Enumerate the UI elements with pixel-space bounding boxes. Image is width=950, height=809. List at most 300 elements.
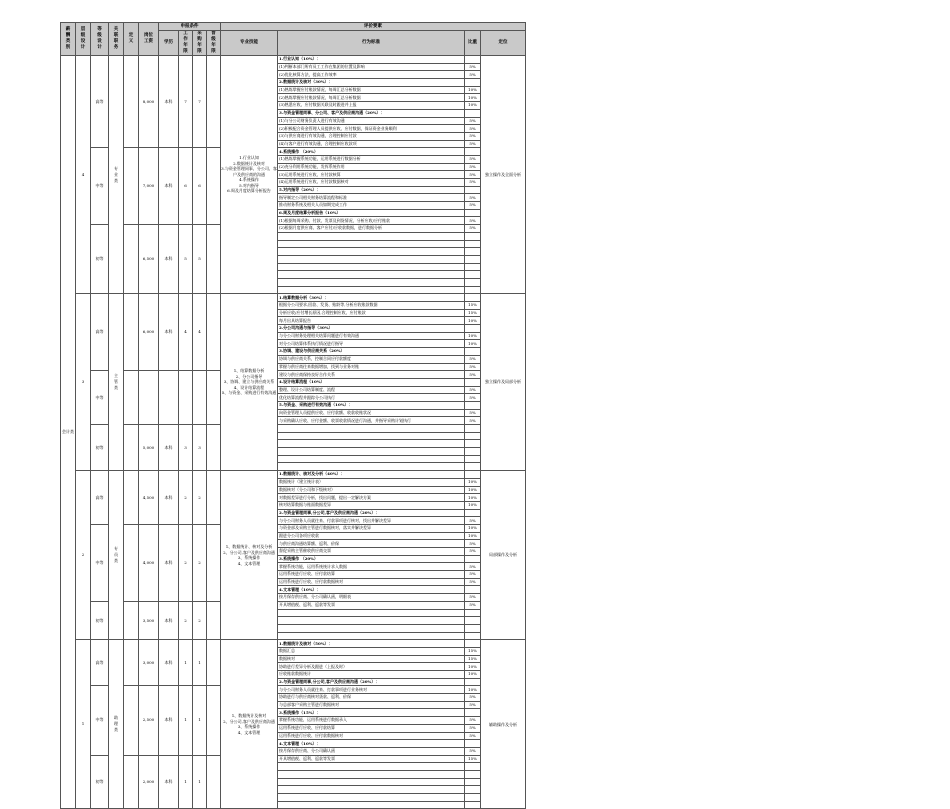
work-years-cell: 6 xyxy=(179,148,193,225)
behavior-cell xyxy=(278,624,465,632)
behavior-cell xyxy=(278,770,465,778)
grade-cell: 高等 xyxy=(91,640,109,686)
ratio-cell xyxy=(465,248,481,256)
job-cell xyxy=(109,471,124,640)
behavior-cell: 掌握系统功能，运用系统统计求入数据 xyxy=(278,563,465,571)
join-years-cell: 1 xyxy=(193,686,207,755)
ratio-cell xyxy=(465,617,481,625)
work-years-cell: 2 xyxy=(179,471,193,525)
education-cell: 本科 xyxy=(159,56,179,148)
work-years-cell: 1 xyxy=(179,640,193,686)
promote-years-cell xyxy=(207,601,221,639)
promote-years-cell xyxy=(207,148,221,225)
behavior-cell: (2)积极配合资金管理人员提供应收、应付数据，保证资金业务顺利 xyxy=(278,125,465,133)
ratio-cell xyxy=(465,555,481,563)
ratio-cell xyxy=(465,348,481,356)
behavior-cell: 3.系统操作（15%）： xyxy=(278,709,465,717)
ratio-cell xyxy=(465,448,481,456)
skills-cell: 1、结算数据分析 2、分公司指导 3、协调、建立与供应商关系 4、设计结算流程 5、与资金、采购进行有效沟通 xyxy=(221,294,278,471)
ratio-cell: 5% xyxy=(465,563,481,571)
behavior-cell: 跟进分公司各项应收款 xyxy=(278,532,465,540)
header-behavior: 行为标准 xyxy=(278,31,465,56)
table-row xyxy=(61,686,526,694)
behavior-cell: 与分公司财务处理相关结算问题进行有效沟通 xyxy=(278,332,465,340)
salary-cell xyxy=(139,371,159,425)
skills-cell: 1.行业认知 2.数据统计及核对 3.与资金管理同事、分公司、客户及供应商的沟通 4.系统操作 5.对内指导 6.周及月度结算分析报告 xyxy=(221,56,278,294)
education-cell: 本科 xyxy=(159,755,179,809)
promote-years-cell xyxy=(207,524,221,601)
behavior-cell: 运用系统进行应收、应付款结算 xyxy=(278,724,465,732)
definition-cell xyxy=(124,148,139,225)
ratio-cell: 5% xyxy=(465,517,481,525)
ratio-cell xyxy=(465,632,481,640)
ratio-cell xyxy=(465,401,481,409)
definition-cell xyxy=(124,524,139,601)
ratio-cell: 5% xyxy=(465,594,481,602)
behavior-cell: 5.与资金、采购进行有效沟通（10%）： xyxy=(278,401,465,409)
grade-cell: 初等 xyxy=(91,225,109,294)
education-cell: 本科 xyxy=(159,294,179,371)
work-years-cell: 1 xyxy=(179,686,193,755)
behavior-cell: (2)优化核算方法，提高工作效率 xyxy=(278,71,465,79)
definition-cell xyxy=(124,601,139,639)
definition-cell xyxy=(124,56,139,148)
header-ratio: 比重 xyxy=(465,31,481,56)
grade-cell: 初等 xyxy=(91,755,109,809)
ratio-cell: 5% xyxy=(465,117,481,125)
promote-years-cell xyxy=(207,425,221,471)
ratio-cell xyxy=(465,509,481,517)
behavior-cell: 建设与供应商保持良好合作关系 xyxy=(278,371,465,379)
join-years-cell: 4 xyxy=(193,294,207,371)
behavior-cell: 推动财务系统及相关人员如期完成工作 xyxy=(278,202,465,210)
behavior-cell: 与总部客户采购主管进行数据核对 xyxy=(278,701,465,709)
behavior-cell: 与供应商沟通结算额、返利、价保 xyxy=(278,540,465,548)
behavior-cell xyxy=(278,263,465,271)
table-row xyxy=(61,425,526,433)
ratio-cell: 5% xyxy=(465,171,481,179)
ratio-cell: 5% xyxy=(465,63,481,71)
behavior-cell: 1.行业认知（10%）： xyxy=(278,56,465,64)
behavior-cell: 5.对内指导（20%）： xyxy=(278,186,465,194)
behavior-cell: 整理、设计公司结算制度、流程 xyxy=(278,386,465,394)
behavior-cell: 2.分公司沟通与指导（30%） xyxy=(278,325,465,333)
grade-cell: 高等 xyxy=(91,471,109,525)
work-years-cell: 4 xyxy=(179,294,193,371)
behavior-cell: 3.系统操作 （20%） xyxy=(278,555,465,563)
job-label: 专员类 xyxy=(114,546,118,564)
ratio-cell: 10% xyxy=(465,532,481,540)
behavior-cell: 4.设计结算流程（10%） xyxy=(278,378,465,386)
positioning-cell: 辅助操作及分析 xyxy=(481,640,526,809)
join-years-cell: 3 xyxy=(193,425,207,471)
ratio-cell xyxy=(465,709,481,717)
ratio-cell xyxy=(465,294,481,302)
header-definition: 定义 xyxy=(124,23,139,56)
behavior-cell: 核对结算数据与账面数据差异 xyxy=(278,501,465,509)
join-years-cell: 5 xyxy=(193,225,207,294)
ratio-cell: 5% xyxy=(465,394,481,402)
behavior-cell: (3)熟悉应收、应付数据关联及时跟进并上报 xyxy=(278,102,465,110)
behavior-cell: (1)熟练掌握系统功能，运用系统进行数据分析 xyxy=(278,155,465,163)
ratio-cell xyxy=(465,186,481,194)
ratio-cell xyxy=(465,778,481,786)
ratio-cell xyxy=(465,455,481,463)
behavior-cell: 4.系统操作 （20%） xyxy=(278,148,465,156)
education-cell: 本科 xyxy=(159,471,179,525)
behavior-cell: 开具增值税、返利、返款等发票 xyxy=(278,755,465,763)
promote-years-cell xyxy=(207,471,221,525)
ratio-cell: 5% xyxy=(465,363,481,371)
ratio-cell xyxy=(465,148,481,156)
behavior-cell xyxy=(278,248,465,256)
ratio-cell: 5% xyxy=(465,747,481,755)
join-years-cell: 7 xyxy=(193,56,207,148)
education-cell: 本科 xyxy=(159,686,179,755)
behavior-cell: 数据汇总 xyxy=(278,647,465,655)
behavior-cell: 掌握与供应商往来数据增加，找到与业务对账 xyxy=(278,363,465,371)
ratio-cell xyxy=(465,763,481,771)
salary-cell: 2,000 xyxy=(139,755,159,809)
header-salary: 岗位工资 xyxy=(139,23,159,56)
behavior-cell: 数据核对（分公司和下级核对） xyxy=(278,486,465,494)
ratio-cell: 10% xyxy=(465,317,481,325)
behavior-cell: 按月保存供应商、分公司确认函，明细表 xyxy=(278,594,465,602)
ratio-cell: 10% xyxy=(465,102,481,110)
behavior-cell: (4)运用系统进行应收、应付款数据核对 xyxy=(278,179,465,187)
ratio-cell xyxy=(465,263,481,271)
ratio-cell: 15% xyxy=(465,655,481,663)
ratio-cell xyxy=(465,640,481,648)
header-job: 关联职务 xyxy=(109,23,124,56)
ratio-cell: 5% xyxy=(465,225,481,233)
ratio-cell xyxy=(465,286,481,294)
positioning-cell: 局部操作及分析 xyxy=(481,471,526,640)
ratio-cell xyxy=(465,740,481,748)
behavior-cell xyxy=(278,271,465,279)
behavior-cell: 1.数据统计、核对及分析（40%）： xyxy=(278,471,465,479)
grade-cell: 中等 xyxy=(91,148,109,225)
salary-cell: 2,500 xyxy=(139,686,159,755)
behavior-cell: (1)熟练掌握应付账款情况，每周汇总分析数据 xyxy=(278,86,465,94)
job-label: 专业类 xyxy=(114,165,118,183)
behavior-cell: 1.结算数据分析（30%）： xyxy=(278,294,465,302)
behavior-cell: (1)根据每周采购、付款、发票及到货情况，分析应收/应付账款 xyxy=(278,217,465,225)
header-promote-years: 晋级年限 xyxy=(207,31,221,56)
ratio-cell xyxy=(465,240,481,248)
header-grade: 等级设计 xyxy=(91,23,109,56)
ratio-cell: 15% xyxy=(465,647,481,655)
behavior-cell: 掌握系统功能，运用系统进行数据录入 xyxy=(278,717,465,725)
behavior-cell xyxy=(278,617,465,625)
ratio-cell: 10% xyxy=(465,478,481,486)
behavior-cell: 数据核对 xyxy=(278,655,465,663)
behavior-cell: 督促采购主管催收供应商交票 xyxy=(278,548,465,556)
behavior-cell: 分析应收/应付增长原因,合理控制应收、应付账款 xyxy=(278,309,465,317)
behavior-cell: 对分公司结算体系执行情况进行指导 xyxy=(278,340,465,348)
table-row xyxy=(61,640,526,648)
ratio-cell: 10% xyxy=(465,686,481,694)
behavior-cell xyxy=(278,455,465,463)
grade-cell: 初等 xyxy=(91,601,109,639)
join-years-cell: 1 xyxy=(193,755,207,809)
behavior-cell xyxy=(278,632,465,640)
behavior-cell xyxy=(278,609,465,617)
behavior-cell: 运用系统进行应收、应付款数据核对 xyxy=(278,578,465,586)
table-row xyxy=(61,225,526,233)
ratio-cell: 5% xyxy=(465,694,481,702)
behavior-cell: 指导制定公司相关财务结算流程和标准 xyxy=(278,194,465,202)
ratio-cell: 5% xyxy=(465,155,481,163)
positioning-cell: 独立操作及全面分析 xyxy=(481,56,526,294)
definition-cell xyxy=(124,686,139,755)
behavior-cell xyxy=(278,432,465,440)
behavior-cell: 根据分公司要求,回款、发货、账龄等,分析应收账款数据 xyxy=(278,302,465,310)
ratio-cell: 10% xyxy=(465,332,481,340)
behavior-cell: 每月出具结算报告 xyxy=(278,317,465,325)
grade-cell: 中等 xyxy=(91,524,109,601)
ratio-cell xyxy=(465,425,481,433)
behavior-cell xyxy=(278,786,465,794)
behavior-cell: 按月保存供应商、分公司确认函 xyxy=(278,747,465,755)
ratio-cell: 5% xyxy=(465,194,481,202)
behavior-cell: 优化结算流程并跟踪分公司执行 xyxy=(278,394,465,402)
ratio-cell xyxy=(465,624,481,632)
behavior-cell: 开具增值税、返利、返款等发票 xyxy=(278,601,465,609)
ratio-cell xyxy=(465,794,481,802)
header-positioning: 定位 xyxy=(481,31,526,56)
definition-cell xyxy=(124,425,139,471)
behavior-cell: 运用系统进行应收、应付款数据核对 xyxy=(278,732,465,740)
ratio-cell xyxy=(465,325,481,333)
behavior-cell: (3)运用系统进行应收、应付款核算 xyxy=(278,171,465,179)
behavior-cell xyxy=(278,463,465,471)
join-years-cell: 2 xyxy=(193,471,207,525)
salary-cell: 7,000 xyxy=(139,148,159,225)
ratio-cell: 5% xyxy=(465,386,481,394)
positioning-cell: 独立操作及局部分析 xyxy=(481,294,526,471)
ratio-cell: 5% xyxy=(465,548,481,556)
ratio-cell xyxy=(465,463,481,471)
ratio-cell xyxy=(465,109,481,117)
ratio-cell: 5% xyxy=(465,717,481,725)
table-row xyxy=(61,471,526,479)
ratio-cell xyxy=(465,678,481,686)
ratio-cell: 5% xyxy=(465,202,481,210)
ratio-cell: 5% xyxy=(465,179,481,187)
table-row xyxy=(61,601,526,609)
behavior-cell: (1)判断本部门所有员工工作在集团的位置及影响 xyxy=(278,63,465,71)
join-years-cell: 6 xyxy=(193,148,207,225)
ratio-cell xyxy=(465,440,481,448)
ratio-cell: 15% xyxy=(465,309,481,317)
behavior-cell: 与资金部及采购主管进行数据核对，落实并解决差异 xyxy=(278,524,465,532)
ratio-cell: 10% xyxy=(465,501,481,509)
grade-cell: 中等 xyxy=(91,371,109,425)
behavior-cell: 应收账款数据统计 xyxy=(278,671,465,679)
definition-cell xyxy=(124,755,139,809)
behavior-cell: 对数据差异进行分析，找出问题，提出一定解决方案 xyxy=(278,494,465,502)
salary-cell: 3,500 xyxy=(139,601,159,639)
ratio-cell: 5% xyxy=(465,732,481,740)
ratio-cell xyxy=(465,232,481,240)
ratio-cell: 5% xyxy=(465,540,481,548)
ratio-cell: 5% xyxy=(465,571,481,579)
behavior-cell: 2.数据统计及核对（30%）： xyxy=(278,79,465,87)
skills-cell: 1、数据统计及核对 2、分公司,客户及供应商沟通 3、系统操作 4、文本管理 xyxy=(221,640,278,809)
grade-cell: 高等 xyxy=(91,294,109,371)
behavior-cell xyxy=(278,240,465,248)
promote-years-cell xyxy=(207,686,221,755)
header-qualification: 申报条件 xyxy=(159,23,221,31)
ratio-cell: 10% xyxy=(465,340,481,348)
behavior-cell: (2)充分利用系统功能，发挥系统作用 xyxy=(278,163,465,171)
behavior-cell: 运用系统进行应收、应付款结算 xyxy=(278,571,465,579)
ratio-cell: 10% xyxy=(465,524,481,532)
table-row xyxy=(61,148,526,156)
promote-years-cell xyxy=(207,294,221,371)
grade-evaluation-table xyxy=(60,22,526,809)
ratio-cell xyxy=(465,79,481,87)
behavior-cell: 数据统计（建立统计表） xyxy=(278,478,465,486)
behavior-cell: 2.与资金管理同事,分公司,客户及供应商沟通（20%）： xyxy=(278,509,465,517)
work-years-cell: 7 xyxy=(179,56,193,148)
definition-cell xyxy=(124,471,139,525)
education-cell xyxy=(159,371,179,425)
work-years-cell xyxy=(179,371,193,425)
definition-cell xyxy=(124,371,139,425)
ratio-cell xyxy=(465,378,481,386)
ratio-cell: 5% xyxy=(465,140,481,148)
behavior-cell: 协助进行差异分析及跟进（上报及时） xyxy=(278,663,465,671)
table-row xyxy=(61,294,526,302)
table-row xyxy=(61,56,526,64)
work-years-cell: 1 xyxy=(179,755,193,809)
definition-cell xyxy=(124,294,139,371)
ratio-cell: 5% xyxy=(465,132,481,140)
salary-cell: 6,000 xyxy=(139,294,159,371)
behavior-cell: 协助进行与供应商核对货款、返利、价保 xyxy=(278,694,465,702)
behavior-cell: 4.文本管理（10%）： xyxy=(278,740,465,748)
education-cell: 本科 xyxy=(159,524,179,601)
salary-cell: 6,500 xyxy=(139,225,159,294)
category-cell: 会计类 xyxy=(61,56,76,809)
behavior-cell: 与分公司财务人员就往来、付款事项进行核对，找出并解决差异 xyxy=(278,517,465,525)
ratio-cell xyxy=(465,278,481,286)
education-cell: 本科 xyxy=(159,225,179,294)
behavior-cell: (2)熟练掌握应付账款情况，每周汇总分析数据 xyxy=(278,94,465,102)
behavior-cell xyxy=(278,794,465,802)
ratio-cell: 5% xyxy=(465,371,481,379)
behavior-cell: 3.与资金管理同事、分公司、客户及供应商沟通（20%）： xyxy=(278,109,465,117)
join-years-cell: 1 xyxy=(193,640,207,686)
education-cell: 本科 xyxy=(159,148,179,225)
behavior-cell: 向资金管理人员提供应收、应付款额、收款收账状况 xyxy=(278,409,465,417)
behavior-cell xyxy=(278,778,465,786)
education-cell: 本科 xyxy=(159,640,179,686)
education-cell: 本科 xyxy=(159,425,179,471)
header-education: 学历 xyxy=(159,31,179,56)
behavior-cell: (4)与客户进行有效沟通，合理控制应收款项 xyxy=(278,140,465,148)
behavior-cell: 协调与供应商关系，控制合同应付款额度 xyxy=(278,355,465,363)
ratio-cell xyxy=(465,801,481,809)
job-cell xyxy=(109,294,124,471)
behavior-cell xyxy=(278,255,465,263)
grade-cell: 高等 xyxy=(91,56,109,148)
behavior-cell xyxy=(278,232,465,240)
behavior-cell xyxy=(278,448,465,456)
education-cell: 本科 xyxy=(159,601,179,639)
join-years-cell xyxy=(193,371,207,425)
level-cell: 1 xyxy=(76,640,91,809)
grade-cell: 中等 xyxy=(91,686,109,755)
level-cell: 2 xyxy=(76,471,91,640)
header-evaluation: 评价要素 xyxy=(221,23,526,31)
join-years-cell: 2 xyxy=(193,601,207,639)
ratio-cell: 5% xyxy=(465,409,481,417)
behavior-cell: 4.文本管理（10%）： xyxy=(278,586,465,594)
ratio-cell xyxy=(465,255,481,263)
work-years-cell: 2 xyxy=(179,524,193,601)
ratio-cell: 10% xyxy=(465,663,481,671)
promote-years-cell xyxy=(207,371,221,425)
behavior-cell xyxy=(278,763,465,771)
job-cell xyxy=(109,56,124,294)
ratio-cell xyxy=(465,609,481,617)
ratio-cell: 10% xyxy=(465,86,481,94)
ratio-cell: 5% xyxy=(465,701,481,709)
header-work-years: 工作年限 xyxy=(179,31,193,56)
salary-cell: 4,000 xyxy=(139,524,159,601)
join-years-cell: 2 xyxy=(193,524,207,601)
level-cell: 3 xyxy=(76,294,91,471)
header-join-years: 采购年限 xyxy=(193,31,207,56)
ratio-cell: 5% xyxy=(465,163,481,171)
behavior-cell xyxy=(278,440,465,448)
table-body xyxy=(61,56,526,809)
definition-cell xyxy=(124,640,139,686)
header-level: 层级设计 xyxy=(76,23,91,56)
ratio-cell xyxy=(465,432,481,440)
behavior-cell: 与分公司财务人员就往来、打款事项进行业务核对 xyxy=(278,686,465,694)
salary-cell: 8,000 xyxy=(139,56,159,148)
skills-cell: 1、数据统计、核对及分析 2、分公司,客户及供应商沟通 3、系统操作 4、文本管理 xyxy=(221,471,278,640)
table-row xyxy=(61,371,526,379)
ratio-cell: 5% xyxy=(465,417,481,425)
behavior-cell: 3.协调、建设与供应商关系（20%） xyxy=(278,348,465,356)
behavior-cell: (1)与分公司财务负责人进行有效沟通 xyxy=(278,117,465,125)
behavior-cell xyxy=(278,801,465,809)
ratio-cell: 5% xyxy=(465,724,481,732)
grade-cell: 初等 xyxy=(91,425,109,471)
behavior-cell: 与采购确认应收、应付金额、收票收款情况进行沟通，并指导采购计划执行 xyxy=(278,417,465,425)
job-cell xyxy=(109,640,124,809)
ratio-cell xyxy=(465,271,481,279)
behavior-cell: 2.与资金管理同事,分公司,客户及供应商沟通（20%）： xyxy=(278,678,465,686)
salary-cell: 5,000 xyxy=(139,425,159,471)
ratio-cell: 10% xyxy=(465,671,481,679)
salary-cell: 3,000 xyxy=(139,640,159,686)
ratio-cell: 5% xyxy=(465,71,481,79)
ratio-cell xyxy=(465,471,481,479)
ratio-cell xyxy=(465,209,481,217)
behavior-cell: (3)与供应商进行有效沟通，合理控制应付款 xyxy=(278,132,465,140)
ratio-cell xyxy=(465,770,481,778)
work-years-cell: 2 xyxy=(179,601,193,639)
behavior-cell xyxy=(278,278,465,286)
header-skills: 专业技能 xyxy=(221,31,278,56)
salary-cell: 4,500 xyxy=(139,471,159,525)
